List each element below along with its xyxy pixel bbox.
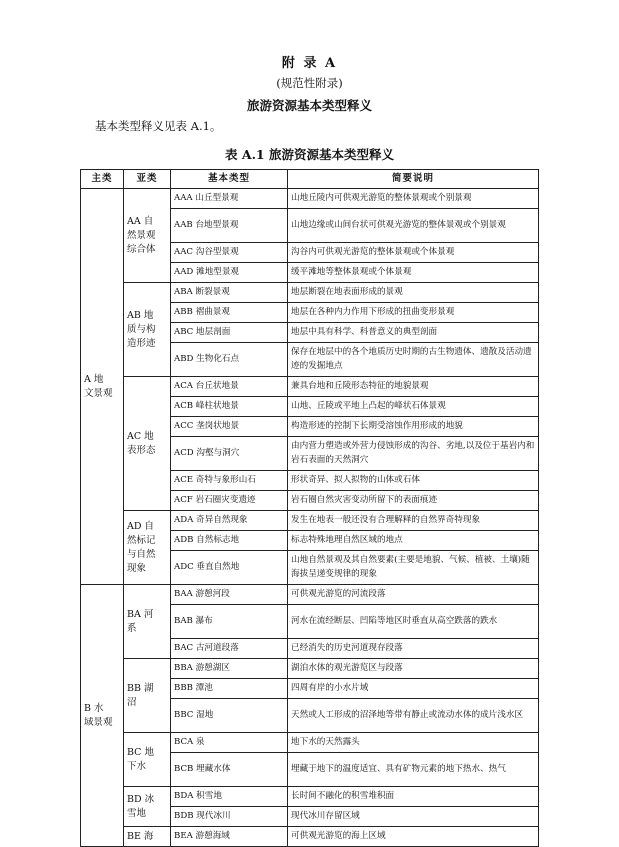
table-caption: 表 A.1 旅游资源基本类型释义 xyxy=(225,147,394,162)
header-description: 简要说明 xyxy=(288,170,539,189)
basic-type-cell: BAB 瀑布 xyxy=(171,605,288,639)
header-main-category: 主类 xyxy=(81,170,124,189)
description-cell: 山地、丘陵或平地上凸起的峰状石体景观 xyxy=(288,397,539,417)
intro-text: 基本类型释义见表 A.1。 xyxy=(95,119,222,133)
subcategory-cell: BA 河 系 xyxy=(124,585,171,659)
description-cell: 可供观光游览的河流段落 xyxy=(288,585,539,605)
basic-type-cell: BBA 游憩湖区 xyxy=(171,659,288,679)
description-cell: 缓平滩地等整体景观或个体景观 xyxy=(288,263,539,283)
basic-type-cell: AAA 山丘型景观 xyxy=(171,189,288,209)
basic-type-cell: ABC 地层剖面 xyxy=(171,323,288,343)
description-cell: 山地自然景观及其自然要素(主要是地貌、气候、植被、土壤)随海拔呈递变规律的现象 xyxy=(288,551,539,585)
resource-type-table xyxy=(80,169,539,847)
basic-type-cell: AAC 沟谷型景观 xyxy=(171,243,288,263)
description-cell: 岩石圈自然灾害变动所留下的表面痕迹 xyxy=(288,491,539,511)
basic-type-cell: BDB 现代冰川 xyxy=(171,807,288,827)
description-cell: 由内营力塑造或外营力侵蚀形成的沟谷、劣地,以及位于基岩内和岩石表面的天然洞穴 xyxy=(288,437,539,471)
basic-type-cell: ACA 台丘状地景 xyxy=(171,377,288,397)
header-basic-type: 基本类型 xyxy=(171,170,288,189)
table-row xyxy=(81,827,539,847)
subcategory-cell: AB 地 质与构 造形迹 xyxy=(124,283,171,377)
basic-type-cell: BAA 游憩河段 xyxy=(171,585,288,605)
table-row xyxy=(81,377,539,397)
description-cell: 山地边缘或山间台状可供观光游览的整体景观或个别景观 xyxy=(288,209,539,243)
basic-type-cell: ADC 垂直自然地 xyxy=(171,551,288,585)
main-category-cell: B 水 域景观 xyxy=(81,585,124,847)
basic-type-cell: ABB 褶曲景观 xyxy=(171,303,288,323)
table-row xyxy=(81,585,539,605)
basic-type-cell: ABA 断裂景观 xyxy=(171,283,288,303)
basic-type-cell: ACC 垄岗状地景 xyxy=(171,417,288,437)
description-cell: 天然或人工形成的沼泽地等带有静止或流动水体的成片浅水区 xyxy=(288,699,539,733)
description-cell: 河水在流经断层、凹陷等地区时垂直从高空跌落的跌水 xyxy=(288,605,539,639)
subcategory-cell: BB 湖 沼 xyxy=(124,659,171,733)
description-cell: 地层在各种内力作用下形成的扭曲变形景观 xyxy=(288,303,539,323)
description-cell: 地层断裂在地表面形成的景观 xyxy=(288,283,539,303)
table-row xyxy=(81,511,539,531)
appendix-title: 附 录 A xyxy=(281,56,338,71)
table-header-row xyxy=(81,170,539,189)
description-cell: 地层中具有科学、科普意义的典型剖面 xyxy=(288,323,539,343)
basic-type-cell: ACD 沟壑与洞穴 xyxy=(171,437,288,471)
main-category-cell: A 地 文景观 xyxy=(81,189,124,585)
appendix-type: (规范性附录) xyxy=(276,76,343,90)
subcategory-cell: BE 海 xyxy=(124,827,171,847)
subcategory-cell: AC 地 表形态 xyxy=(124,377,171,511)
description-cell: 地下水的天然露头 xyxy=(288,733,539,753)
description-cell: 沟谷内可供观光游览的整体景观或个体景观 xyxy=(288,243,539,263)
subcategory-cell: AA 自 然景观 综合体 xyxy=(124,189,171,283)
table-row xyxy=(81,189,539,209)
description-cell: 可供观光游览的海上区域 xyxy=(288,827,539,847)
basic-type-cell: BDA 积雪地 xyxy=(171,787,288,807)
description-cell: 长时间不融化的积雪堆积面 xyxy=(288,787,539,807)
basic-type-cell: ADA 奇异自然现象 xyxy=(171,511,288,531)
basic-type-cell: BAC 古河道段落 xyxy=(171,639,288,659)
basic-type-cell: ABD 生物化石点 xyxy=(171,343,288,377)
table-row xyxy=(81,659,539,679)
basic-type-cell: ACB 峰柱状地景 xyxy=(171,397,288,417)
description-cell: 构造形迹的控制下长期受溶蚀作用形成的地貌 xyxy=(288,417,539,437)
basic-type-cell: BBB 潭池 xyxy=(171,679,288,699)
description-cell: 形状奇异、拟人拟物的山体或石体 xyxy=(288,471,539,491)
basic-type-cell: BEA 游憩海域 xyxy=(171,827,288,847)
description-cell: 保存在地层中的各个地质历史时期的古生物遗体、遗散及活动遗迹的发掘地点 xyxy=(288,343,539,377)
basic-type-cell: BBC 湿地 xyxy=(171,699,288,733)
basic-type-cell: BCB 埋藏水体 xyxy=(171,753,288,787)
description-cell: 现代冰川存留区域 xyxy=(288,807,539,827)
description-cell: 山地丘陵内可供观光游览的整体景观或个别景观 xyxy=(288,189,539,209)
basic-type-cell: ADB 自然标志地 xyxy=(171,531,288,551)
description-cell: 标志特殊地理自然区域的地点 xyxy=(288,531,539,551)
description-cell: 发生在地表一般还没有合理解释的自然界奇特现象 xyxy=(288,511,539,531)
description-cell: 已经消失的历史河道现存段落 xyxy=(288,639,539,659)
description-cell: 湖泊水体的观光游览区与段落 xyxy=(288,659,539,679)
description-cell: 埋藏于地下的温度适宜、具有矿物元素的地下热水、热气 xyxy=(288,753,539,787)
table-row xyxy=(81,787,539,807)
basic-type-cell: ACE 奇特与象形山石 xyxy=(171,471,288,491)
description-cell: 四周有岸的小水片域 xyxy=(288,679,539,699)
subcategory-cell: BC 地 下水 xyxy=(124,733,171,787)
table-row xyxy=(81,733,539,753)
subcategory-cell: BD 冰 雪地 xyxy=(124,787,171,827)
description-cell: 兼具台地和丘陵形态特征的地貌景观 xyxy=(288,377,539,397)
appendix-main-title: 旅游资源基本类型释义 xyxy=(246,98,372,113)
header-subcategory: 亚类 xyxy=(124,170,171,189)
table-row xyxy=(81,283,539,303)
basic-type-cell: AAB 台地型景观 xyxy=(171,209,288,243)
basic-type-cell: ACF 岩石圈灾变遗迹 xyxy=(171,491,288,511)
subcategory-cell: AD 自 然标记 与自然 现象 xyxy=(124,511,171,585)
basic-type-cell: BCA 泉 xyxy=(171,733,288,753)
basic-type-cell: AAD 滩地型景观 xyxy=(171,263,288,283)
